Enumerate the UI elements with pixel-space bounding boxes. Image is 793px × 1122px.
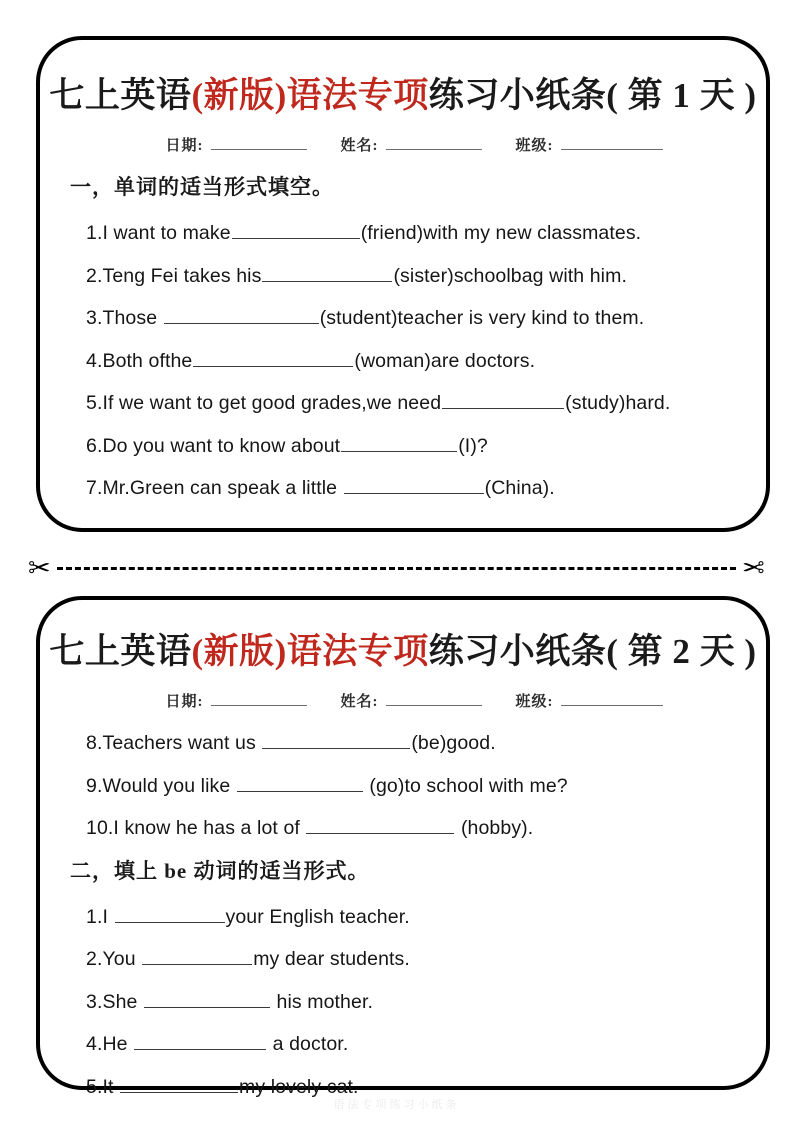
worksheet-card-day-1	[36, 36, 770, 532]
card-2-class-field[interactable]	[516, 690, 663, 711]
card-1-name-blank[interactable]	[386, 134, 482, 150]
cut-divider	[28, 548, 765, 588]
question-number: 2.	[86, 948, 103, 970]
question-text-after-blank: (study)hard.	[565, 392, 671, 414]
answer-blank[interactable]	[344, 478, 484, 494]
question-text-after-blank: (be)good.	[411, 732, 496, 754]
card-2-name-blank[interactable]	[386, 690, 482, 706]
question-text-after-blank: my lovely cat.	[239, 1075, 359, 1098]
question-number: 4.	[86, 1033, 103, 1055]
card-1-name-field[interactable]	[341, 134, 482, 155]
answer-blank[interactable]	[232, 223, 360, 239]
card-2-title-highlight: (新版)语法专项	[191, 632, 429, 671]
question-row	[40, 393, 766, 414]
question-text-before-blank: You	[102, 948, 142, 970]
answer-blank[interactable]	[306, 818, 454, 834]
card-1-date-blank[interactable]	[211, 134, 307, 150]
card-1-title-prefix: 七上英语	[49, 76, 192, 115]
card-2-date-field[interactable]	[166, 690, 307, 711]
card-1-class-label: 班级:	[515, 138, 554, 154]
question-row	[40, 436, 766, 457]
question-row	[40, 351, 766, 372]
question-row	[40, 266, 766, 287]
card-2-question-list-part-one	[40, 733, 766, 839]
card-1-question-list	[40, 223, 766, 499]
card-1-title-day: ( 第 1 天 )	[606, 76, 757, 115]
question-text-after-blank: (hobby).	[455, 817, 534, 839]
card-2-date-blank[interactable]	[211, 690, 307, 706]
question-text-before-blank	[108, 906, 114, 928]
question-text-after-blank: (go)to school with me?	[363, 774, 568, 797]
question-text-after-blank: your English teacher.	[225, 905, 410, 928]
question-number: 8.	[86, 732, 103, 754]
question-text-before-blank: Teachers want us	[102, 732, 262, 754]
question-text-after-blank: (friend)with my new classmates.	[360, 222, 642, 244]
scissors-icon: ✂	[742, 552, 765, 583]
question-number: 2.	[86, 264, 103, 287]
answer-blank[interactable]	[237, 776, 363, 792]
question-text-before-blank: Mr.Green can speak a little	[102, 477, 343, 499]
answer-blank[interactable]	[115, 907, 225, 923]
cut-line	[57, 567, 737, 570]
question-text-after-blank: (student)teacher is very kind to them.	[319, 307, 645, 329]
answer-blank[interactable]	[164, 308, 319, 324]
card-2-question-list-part-two	[40, 907, 766, 1098]
card-2-title-prefix: 七上英语	[49, 632, 192, 671]
question-text-before-blank: Those	[102, 307, 163, 329]
question-text-before-blank: Would you like	[102, 774, 236, 797]
question-text-before-blank: He	[102, 1033, 134, 1055]
question-number: 5.	[86, 1075, 103, 1098]
worksheet-card-day-2	[36, 596, 770, 1098]
card-2-title-suffix: 练习小纸条	[428, 632, 607, 671]
question-row	[40, 308, 766, 329]
question-number: 7.	[86, 477, 103, 499]
question-text-after-blank: my dear students.	[253, 948, 410, 970]
card-2-class-blank[interactable]	[561, 690, 663, 706]
card-1-name-label: 姓名:	[340, 138, 379, 154]
question-text-after-blank: his mother.	[270, 990, 373, 1013]
question-row	[40, 223, 766, 244]
question-row	[40, 776, 766, 797]
section-heading-one: 一，单词的适当形式填空。	[70, 175, 334, 199]
card-1-date-label: 日期:	[165, 138, 204, 154]
card-1-meta-row	[40, 134, 766, 155]
card-2-name-field[interactable]	[341, 690, 482, 711]
question-text-after-blank: a doctor.	[267, 1033, 349, 1055]
answer-blank[interactable]	[144, 992, 270, 1008]
question-text-after-blank: (woman)are doctors.	[354, 349, 536, 372]
question-text-after-blank: (sister)schoolbag with him.	[393, 264, 627, 287]
card-1-title-suffix: 练习小纸条	[428, 76, 607, 115]
card-1-class-field[interactable]	[516, 134, 663, 155]
question-row	[40, 733, 766, 754]
question-text-before-blank: She	[102, 990, 143, 1013]
question-number: 5.	[86, 392, 103, 414]
answer-blank[interactable]	[134, 1034, 266, 1050]
question-number: 1.I	[86, 222, 108, 244]
card-2-class-label: 班级:	[515, 694, 554, 710]
question-row	[40, 1077, 766, 1098]
answer-blank[interactable]	[442, 393, 564, 409]
card-1-class-blank[interactable]	[561, 134, 663, 150]
card-1-title-highlight: (新版)语法专项	[191, 76, 429, 115]
question-row	[40, 818, 766, 839]
question-text-before-blank: Teng Fei takes his	[102, 264, 262, 287]
section-heading-two: 二，填上 be 动词的适当形式。	[70, 858, 370, 883]
question-row	[40, 949, 766, 970]
answer-blank[interactable]	[193, 351, 353, 367]
card-2-meta-row	[40, 690, 766, 711]
question-text-before-blank: Both ofthe	[102, 349, 193, 372]
question-text-after-blank: (I)?	[458, 434, 488, 457]
answer-blank[interactable]	[262, 733, 410, 749]
question-row	[40, 992, 766, 1013]
page-watermark: 语法专项练习小纸条	[333, 1099, 460, 1111]
question-number: 3.	[86, 990, 103, 1013]
answer-blank[interactable]	[142, 949, 252, 965]
answer-blank[interactable]	[120, 1077, 238, 1093]
question-row	[40, 478, 766, 499]
question-text-before-blank: If we want to get good grades,we need	[102, 392, 442, 414]
question-row	[40, 1034, 766, 1055]
question-row	[40, 907, 766, 928]
question-text-before-blank: Do you want to know about	[102, 434, 341, 457]
question-number: 9.	[86, 774, 103, 797]
question-text-before-blank: I know he has a lot of	[113, 817, 306, 839]
answer-blank[interactable]	[262, 266, 392, 282]
answer-blank[interactable]	[341, 436, 457, 452]
scissors-icon: ✂	[28, 552, 51, 583]
card-1-date-field[interactable]	[166, 134, 307, 155]
card-2-date-label: 日期:	[165, 694, 204, 710]
card-2-title	[40, 624, 766, 674]
question-number: 6.	[86, 434, 103, 457]
card-2-title-day: ( 第 2 天 )	[606, 632, 757, 671]
question-number: 4.	[86, 349, 103, 372]
question-number: 3.	[86, 307, 103, 329]
question-text-before-blank: want to make	[107, 222, 231, 244]
question-number: 10.	[86, 817, 114, 839]
question-number: 1.I	[86, 905, 108, 928]
question-text-before-blank: It	[102, 1075, 120, 1098]
card-1-title	[40, 68, 766, 118]
question-text-after-blank: (China).	[484, 477, 555, 499]
card-2-name-label: 姓名:	[340, 694, 379, 710]
